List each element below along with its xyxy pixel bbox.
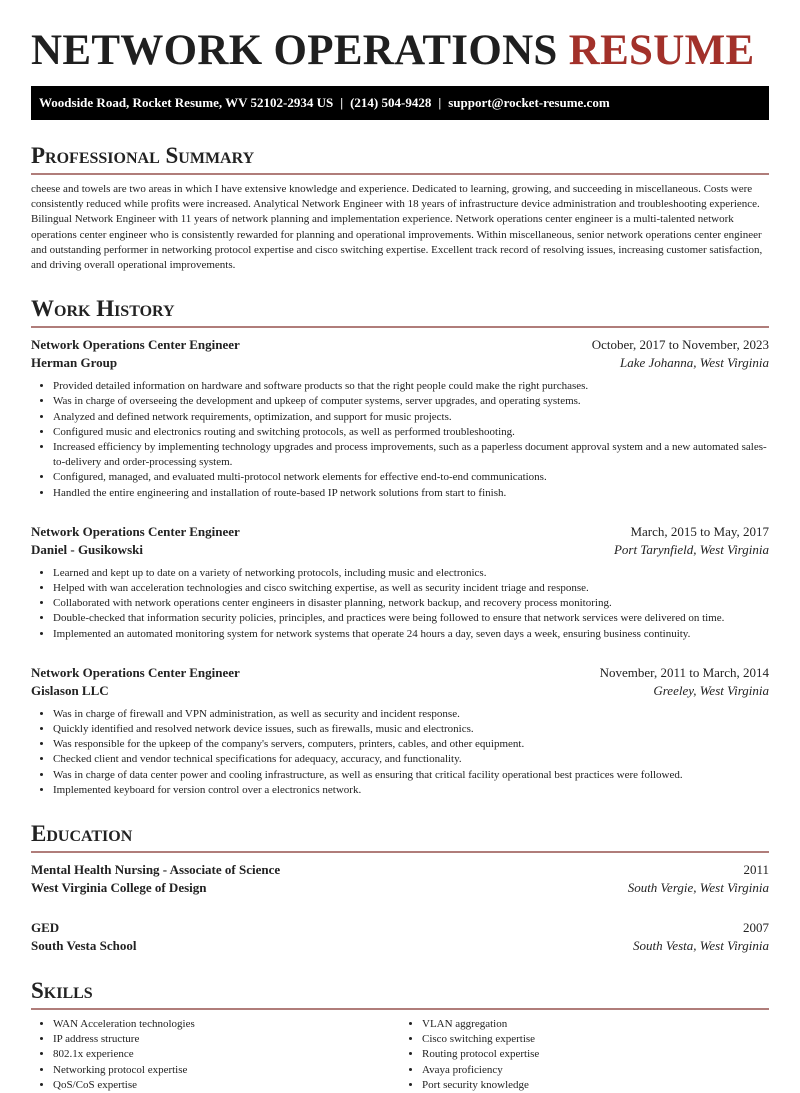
- phone: (214) 504-9428: [350, 95, 432, 110]
- school: West Virginia College of Design: [31, 880, 207, 896]
- job-bullet: • Was in charge of firewall and VPN administration, as well as security and incident response.: [53, 707, 769, 722]
- summary-text: cheese and towels are two areas in which I have extensive knowledge and experience. Dedicated to learning, growing, and succeeding in miscellaneous. Costs were consistently reduced while profits were increased. Analytical Network Engineer with 18 years of infrastructure device administration and troubleshooting experience. Bilingual Network Engineer with 11 years of network planning and implementation experience. Network operations center engineer is a multi-talented network operations center engineer who is consistently rewarded for planning and operational improvements. Within miscellaneous, senior network operations center engineer and outstanding performer in networking protocol expertise and cisco switching expertise. Excellent track record of resolving issues, increasing customer satisfaction, and driving overall operational improvements.: [31, 183, 763, 272]
- skills-heading: Skills: [31, 977, 769, 1010]
- title-main: NETWORK OPERATIONS: [31, 27, 558, 74]
- skill-item: • Networking protocol expertise: [53, 1063, 400, 1078]
- job-entry: [31, 336, 769, 515]
- job-bullet: • Was in charge of data center power and cooling infrastructure, as well as ensuring that critical facility operational best practices were followed.: [53, 768, 769, 783]
- job-dates: March, 2015 to May, 2017: [630, 523, 769, 539]
- skill-item: • Port security knowledge: [422, 1078, 769, 1093]
- job-bullet: • Provided detailed information on hardware and software products so that the right people could make the right purchases.: [53, 379, 769, 394]
- year: 2007: [743, 920, 769, 936]
- job-title: Network Operations Center Engineer: [31, 664, 240, 680]
- job-bullet: • Configured, managed, and evaluated multi-protocol network elements for effective end-to-end communications.: [53, 470, 769, 485]
- skill-item: • 802.1x experience: [53, 1047, 400, 1062]
- job-bullet: • Quickly identified and resolved network device issues, such as firewalls, music and electronics.: [53, 722, 769, 737]
- skills-left: [31, 1017, 400, 1093]
- work-heading: Work History: [31, 295, 769, 328]
- skill-item: • Cisco switching expertise: [422, 1032, 769, 1047]
- company: Herman Group: [31, 355, 118, 371]
- contact-bar: [31, 86, 769, 120]
- job-bullet: • Helped with wan acceleration technologies and cisco switching expertise, as well as security incident triage and response.: [53, 581, 769, 596]
- job-bullet: • Configured music and electronics routing and switching protocols, as well as performed troubleshooting.: [53, 425, 769, 440]
- job-bullet: • Learned and kept up to date on a variety of networking protocols, including music and electronics.: [53, 566, 769, 581]
- title-accent: RESUME: [568, 27, 755, 74]
- job-bullet: • Was in charge of overseeing the development and upkeep of computer systems, server upgrades, and operating systems.: [53, 394, 769, 409]
- email[interactable]: support@rocket-resume.com: [448, 95, 610, 110]
- address: Woodside Road, Rocket Resume, WV 52102-2934 US: [39, 95, 334, 110]
- school: South Vesta School: [31, 938, 137, 954]
- job-bullet: • Implemented an automated monitoring system for network systems that operate 24 hours a day, seven days a week, ensuring business continuity.: [53, 627, 769, 642]
- skill-item: • Avaya proficiency: [422, 1063, 769, 1078]
- job-entry: [31, 664, 769, 798]
- job-dates: November, 2011 to March, 2014: [599, 664, 769, 680]
- company: Daniel - Gusikowski: [31, 541, 143, 557]
- job-dates: October, 2017 to November, 2023: [591, 337, 769, 353]
- degree: Mental Health Nursing - Associate of Science: [31, 862, 281, 878]
- skill-item: • WAN Acceleration technologies: [53, 1017, 400, 1032]
- skill-item: • QoS/CoS expertise: [53, 1078, 400, 1093]
- education-entry: [31, 861, 769, 897]
- degree: GED: [31, 920, 60, 936]
- job-bullet: • Increased efficiency by implementing technology upgrades and process improvements, such as a paperless document approval system and a new automated sales-to-delivery and order-processing system.: [53, 440, 769, 470]
- job-bullet: • Collaborated with network operations center engineers in disaster planning, network backup, and recovery process monitoring.: [53, 596, 769, 611]
- school-location: South Vesta, West Virginia: [632, 938, 769, 954]
- skill-item: • IP address structure: [53, 1032, 400, 1047]
- skill-item: • VLAN aggregation: [422, 1017, 769, 1032]
- job-bullet: • Double-checked that information security policies, principles, and practices were being followed to ensure that network services were delivered on time.: [53, 611, 769, 626]
- job-bullet: • Checked client and vendor technical specifications for adequacy, accuracy, and functionality.: [53, 752, 769, 767]
- job-bullet: • Implemented keyboard for version control over a electronics network.: [53, 783, 769, 798]
- job-title: Network Operations Center Engineer: [31, 523, 240, 539]
- skills-list: [31, 1010, 769, 1093]
- education-heading: Education: [31, 820, 769, 853]
- job-bullet: • Analyzed and defined network requirements, optimization, and support for music projects.: [53, 410, 769, 425]
- skills-right: [400, 1017, 769, 1093]
- summary-heading: Professional Summary: [31, 142, 769, 175]
- company: Gislason LLC: [31, 682, 109, 698]
- job-bullet: • Was responsible for the upkeep of the company's servers, computers, printers, cables, and other equipment.: [53, 737, 769, 752]
- job-entry: [31, 523, 769, 656]
- year: 2011: [743, 862, 769, 878]
- school-location: South Vergie, West Virginia: [627, 880, 769, 896]
- job-title: Network Operations Center Engineer: [31, 337, 240, 353]
- separator: |: [340, 95, 344, 110]
- resume-title: [31, 26, 769, 76]
- skill-item: • Routing protocol expertise: [422, 1047, 769, 1062]
- job-bullet: • Handled the entire engineering and installation of route-based IP network solutions from start to finish.: [53, 486, 769, 501]
- separator: |: [438, 95, 442, 110]
- education-entry: [31, 919, 769, 955]
- job-location: Greeley, West Virginia: [653, 682, 769, 698]
- job-location: Lake Johanna, West Virginia: [619, 355, 769, 371]
- job-location: Port Tarynfield, West Virginia: [613, 541, 769, 557]
